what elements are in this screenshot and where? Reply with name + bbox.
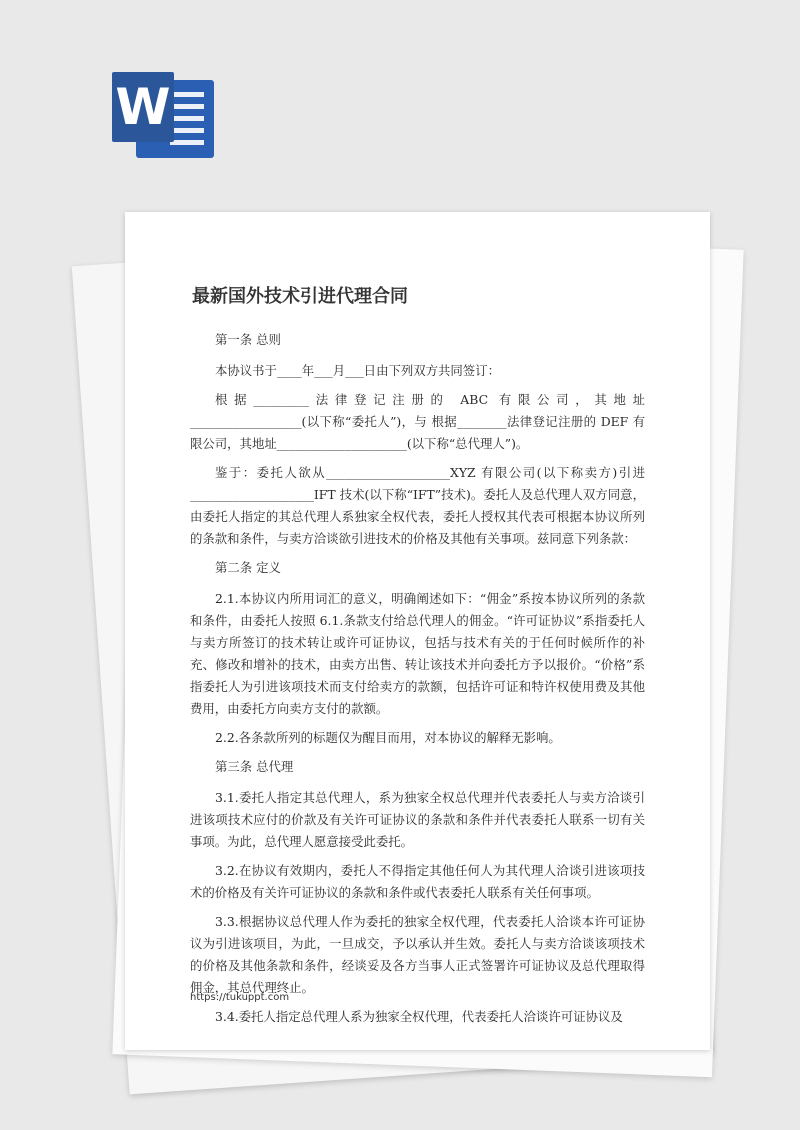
clause-3-1: 3.1.委托人指定其总代理人，系为独家全权总代理并代表委托人与卖方洽谈引进该项技术应付的价款及有关许可证协议的条款和条件并代表委托人联系一切有关事项。为此，总代理人愿意接受此委托。 <box>190 790 645 849</box>
section-heading-2: 第二条 定义 <box>215 560 281 575</box>
word-letter-icon: W <box>112 72 174 142</box>
section-heading-1: 第一条 总则 <box>215 332 281 347</box>
section-heading-3: 第三条 总代理 <box>215 759 294 774</box>
paragraph-signing-date: 本协议书于____年___月___日由下列双方共同签订： <box>215 363 500 378</box>
paragraph-whereas: 鉴于：委托人欲从____________________XYZ 有限公司(以下称卖方)引进____________________IFT 技术(以下称“IFT”技术)。委托人及总代理人双方同意，由委托人指定的其总代理人系独家全权代表，委托人授权其代表可根据本协议所列的条款和条件，与卖方洽谈欲引进技术的价格及其他有关事项。兹同意下列条款： <box>190 465 645 546</box>
document-title: 最新国外技术引进代理合同 <box>192 286 408 307</box>
clause-3-4: 3.4.委托人指定总代理人系为独家全权代理，代表委托人洽谈许可证协议及 <box>215 1009 623 1024</box>
footer-url: https://tukuppt.com <box>190 992 290 1003</box>
clause-2-2: 2.2.各条款所列的标题仅为醒目而用，对本协议的解释无影响。 <box>215 730 561 745</box>
clause-3-3: 3.3.根据协议总代理人作为委托的独家全权代理，代表委托人洽谈本许可证协议为引进该项目，为此，一旦成交，予以承认并生效。委托人与卖方洽谈该项技术的价格及其他条款和条件，经谈妥及各方当事人正式签署许可证协议及总代理取得佣金，其总代理终止。 <box>190 914 645 995</box>
word-app-icon <box>112 72 214 158</box>
document-page <box>125 212 710 1050</box>
clause-3-2: 3.2.在协议有效期内，委托人不得指定其他任何人为其代理人洽谈引进该项技术的价格及有关许可证协议的条款和条件或代表委托人联系有关任何事项。 <box>190 863 645 900</box>
paragraph-parties: 根据_________法律登记注册的 ABC 有限公司，其地址__________________(以下称“委托人”)，与 根据________法律登记注册的 DEF 有限公司，其地址_____________________(以下称“总代理人”)。 <box>190 392 645 451</box>
document-body <box>190 329 645 1035</box>
clause-2-1: 2.1.本协议内所用词汇的意义，明确阐述如下：“佣金”系按本协议所列的条款和条件，由委托人按照 6.1.条款支付给总代理人的佣金。“许可证协议”系指委托人与卖方所签订的技术转让或许可证协议，包括与技术有关的于任何时候所作的补充、修改和增补的技术，由卖方出售、转让该技术并向委托方予以报价。“价格”系指委托人为引进该项技术而支付给卖方的款额，包括许可证和特许权使用费及其他费用，由委托方向卖方支付的款额。 <box>190 591 645 716</box>
